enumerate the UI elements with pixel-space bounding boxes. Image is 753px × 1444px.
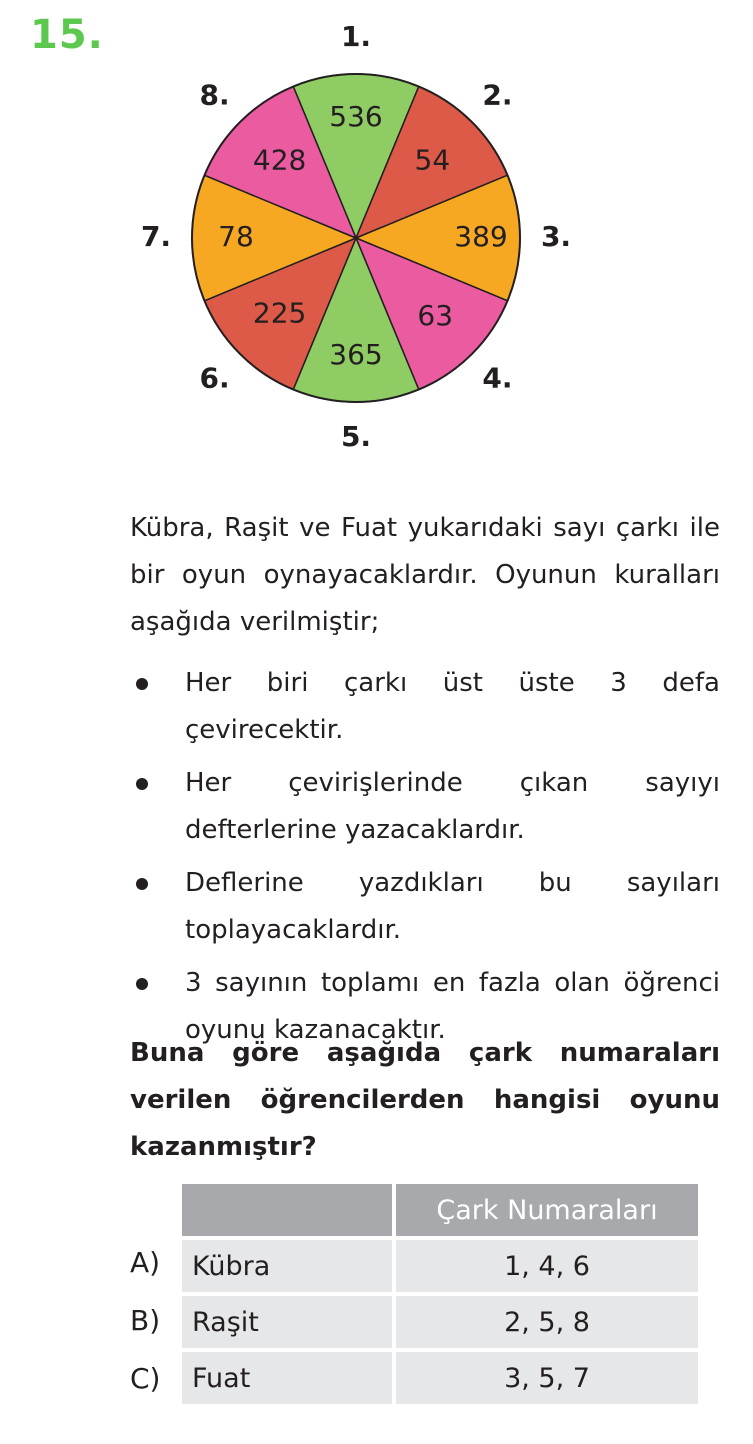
- option-letter-c[interactable]: C): [130, 1362, 161, 1395]
- rule-item: Her biri çarkı üst üste 3 defa çevirecektir.: [130, 660, 720, 754]
- slice-value: 225: [252, 296, 307, 330]
- student-name: Raşit: [182, 1296, 392, 1348]
- rule-item: Her çevirişlerinde çıkan sayıyı defterlerine yazacaklardır.: [130, 760, 720, 854]
- slice-number-label: 8.: [199, 78, 230, 112]
- rule-item: 3 sayının toplamı en fazla olan öğrenci oyunu kazanacaktır.: [130, 960, 720, 1054]
- header-blank: [182, 1184, 392, 1236]
- bullet-icon: [136, 778, 148, 790]
- table-row[interactable]: [182, 1352, 698, 1404]
- answer-options: [130, 1180, 702, 1408]
- number-wheel: [130, 20, 590, 460]
- slice-number-label: 1.: [340, 20, 372, 53]
- option-letter-b[interactable]: B): [130, 1304, 161, 1337]
- slice-value: 365: [329, 338, 383, 371]
- header-wheel-numbers: Çark Numaraları: [396, 1184, 698, 1236]
- slice-value: 78: [218, 220, 254, 253]
- slice-value: 428: [252, 143, 307, 177]
- bullet-icon: [136, 978, 148, 990]
- slice-number-label: 2.: [482, 78, 513, 112]
- wheel-numbers: 2, 5, 8: [396, 1296, 698, 1348]
- slice-number-label: 5.: [340, 420, 372, 453]
- rule-item: Deflerine yazdıkları bu sayıları toplayacaklardır.: [130, 860, 720, 954]
- slice-number-label: 3.: [540, 220, 572, 253]
- slice-number-label: 6.: [199, 361, 230, 395]
- question-text: Buna göre aşağıda çark numaraları verilen öğrencilerden hangisi oyunu kazanmıştır?: [130, 1038, 720, 1162]
- slice-value: 389: [454, 220, 508, 253]
- slice-value: 54: [414, 143, 451, 177]
- slice-value: 63: [417, 299, 454, 333]
- slice-number-label: 4.: [482, 361, 513, 395]
- bullet-icon: [136, 678, 148, 690]
- wheel-numbers: 1, 4, 6: [396, 1240, 698, 1292]
- wheel-numbers: 3, 5, 7: [396, 1352, 698, 1404]
- answer-table: [178, 1180, 702, 1408]
- slice-number-label: 7.: [140, 220, 172, 253]
- option-letter-a[interactable]: A): [130, 1246, 161, 1279]
- question-number: 15.: [30, 12, 104, 58]
- intro-paragraph: Kübra, Raşit ve Fuat yukarıdaki sayı çarkı ile bir oyun oynayacaklardır. Oyunun kuralları aşağıda verilmiştir;: [130, 513, 720, 637]
- table-header-row: [182, 1184, 698, 1236]
- rules-list: [130, 660, 720, 1060]
- student-name: Kübra: [182, 1240, 392, 1292]
- slice-value: 536: [329, 100, 383, 133]
- student-name: Fuat: [182, 1352, 392, 1404]
- table-row[interactable]: [182, 1296, 698, 1348]
- table-row[interactable]: [182, 1240, 698, 1292]
- bullet-icon: [136, 878, 148, 890]
